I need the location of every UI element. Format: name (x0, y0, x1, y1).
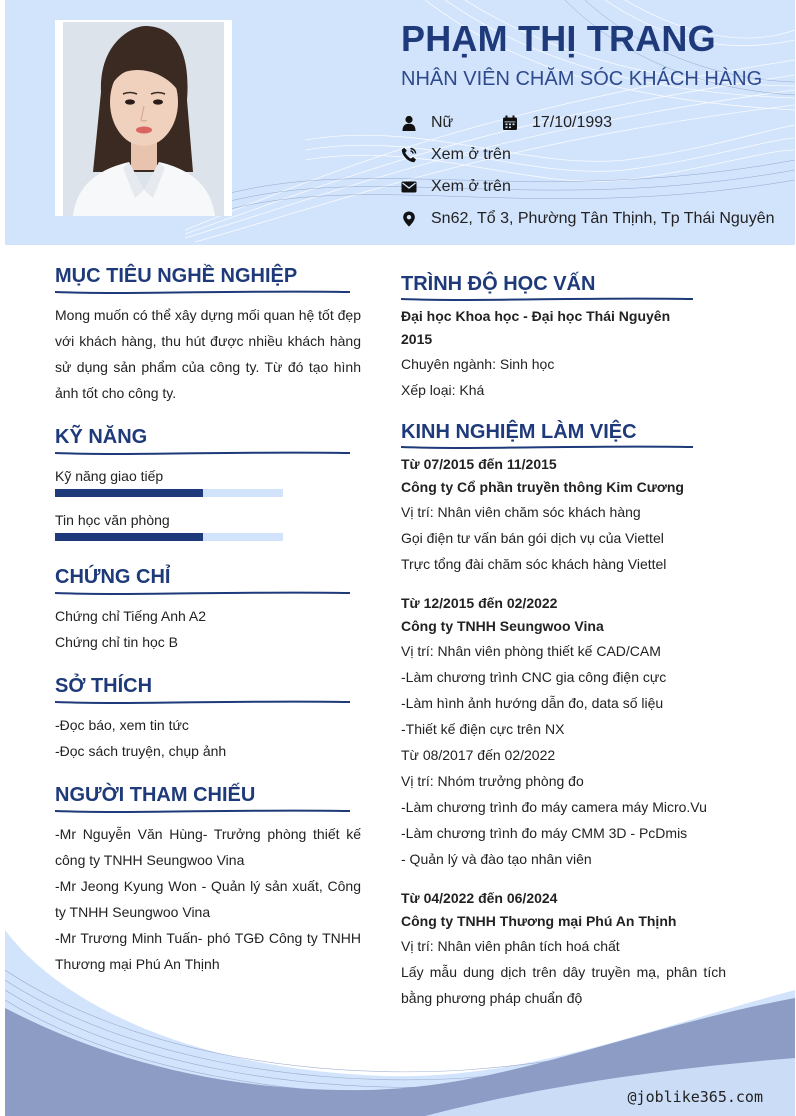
reference-item: -Mr Nguyễn Văn Hùng- Trưởng phòng thiết kế công ty TNHH Seungwoo Vina (55, 826, 361, 868)
gender-value: Nữ (431, 114, 454, 131)
phone-value: Xem ở trên (431, 146, 511, 163)
education-year: 2015 (401, 331, 433, 347)
certificate-item: Chứng chỉ Tiếng Anh A2 (55, 608, 207, 624)
job-line: -Làm hình ảnh hướng dẫn đo, data số liệu (401, 695, 664, 711)
job-period: Từ 12/2015 đến 02/2022 (401, 595, 558, 611)
job-line: Vị trí: Nhân viên phân tích hoá chất (401, 938, 620, 954)
education-school: Đại học Khoa học - Đại học Thái Nguyên (401, 308, 671, 324)
user-icon (401, 115, 417, 131)
job-line: Vị trí: Nhân viên phòng thiết kế CAD/CAM (401, 643, 661, 659)
job-period: Từ 07/2015 đến 11/2015 (401, 456, 557, 472)
experience-title: KINH NGHIỆM LÀM VIỆC (401, 421, 637, 443)
certificates-underline (55, 589, 350, 597)
job-line: Trực tổng đài chăm sóc khách hàng Viettel (401, 556, 667, 572)
certificate-item: Chứng chỉ tin học B (55, 634, 178, 650)
experience-underline (401, 443, 693, 451)
job-line: -Làm chương trình đo máy camera máy Micro.Vu (401, 799, 707, 815)
email-value: Xem ở trên (431, 178, 511, 195)
profile-photo-frame (55, 20, 232, 216)
job-line: Vị trí: Nhóm trưởng phòng đo (401, 773, 584, 789)
job-line: - Quản lý và đào tạo nhân viên (401, 851, 592, 867)
objective-title: MỤC TIÊU NGHỀ NGHIỆP (55, 265, 298, 287)
phone-row (401, 144, 511, 166)
skill-label: Tin học văn phòng (55, 512, 170, 528)
birthday-value: 17/10/1993 (532, 114, 613, 131)
job-period: Từ 04/2022 đến 06/2024 (401, 890, 558, 906)
mail-icon (401, 179, 417, 195)
cv-page (5, 0, 795, 1116)
objective-text: Mong muốn có thể xây dựng mối quan hệ tốt đẹp với khách hàng, thu hút được nhiều khách hàng sử dụng sản phẩm của công ty. Từ đó tạo hình ảnh tốt cho công ty. (55, 307, 361, 401)
address-row (401, 208, 775, 230)
hobbies-title: SỞ THÍCH (55, 675, 153, 697)
education-underline (401, 295, 693, 303)
hobby-item: -Đọc báo, xem tin tức (55, 717, 189, 733)
skills-title: KỸ NĂNG (55, 426, 148, 448)
skill-bar (55, 533, 283, 541)
job-line: -Làm chương trình CNC gia công điện cực (401, 669, 667, 685)
job-company: Công ty Cổ phần truyền thông Kim Cương (401, 479, 684, 495)
job-line: -Thiết kế điện cực trên NX (401, 721, 565, 737)
job-company: Công ty TNHH Seungwoo Vina (401, 618, 604, 634)
references-underline (55, 807, 350, 815)
reference-item: -Mr Jeong Kyung Won - Quản lý sản xuất, Công ty TNHH Seungwoo Vina (55, 878, 361, 920)
job-company: Công ty TNHH Thương mại Phú An Thịnh (401, 913, 677, 929)
address-value: Sn62, Tổ 3, Phường Tân Thịnh, Tp Thái Nguyên (431, 210, 775, 227)
skill-bar-fill (55, 489, 203, 497)
education-title: TRÌNH ĐỘ HỌC VẤN (401, 273, 596, 295)
job-title: NHÂN VIÊN CHĂM SÓC KHÁCH HÀNG (401, 68, 763, 90)
reference-item: -Mr Trương Minh Tuấn- phó TGĐ Công ty TNHH Thương mại Phú An Thịnh (55, 930, 361, 972)
full-name: PHẠM THỊ TRANG (401, 18, 716, 59)
certificates-title: CHỨNG CHỈ (55, 566, 171, 588)
email-row (401, 176, 511, 198)
gender-row (401, 112, 453, 134)
calendar-icon (502, 115, 518, 131)
job-line: Vị trí: Nhân viên chăm sóc khách hàng (401, 504, 641, 520)
job-line: Lấy mẫu dung dịch trên dây truyền mạ, phân tích bằng phương pháp chuẩn độ (401, 964, 726, 1006)
skill-bar (55, 489, 283, 497)
skill-bar-fill (55, 533, 203, 541)
skill-label: Kỹ năng giao tiếp (55, 468, 164, 484)
phone-icon (401, 147, 417, 163)
hobbies-underline (55, 698, 350, 706)
skills-underline (55, 449, 350, 457)
job-line: Từ 08/2017 đến 02/2022 (401, 747, 556, 763)
job-line: Gọi điện tư vấn bán gói dịch vụ của Viettel (401, 530, 664, 546)
job-line: -Làm chương trình đo máy CMM 3D - PcDmis (401, 825, 688, 841)
education-rank: Xếp loại: Khá (401, 382, 485, 398)
header (5, 0, 795, 245)
watermark-text: @joblike365.com (627, 1088, 763, 1106)
education-major: Chuyên ngành: Sinh học (401, 356, 555, 372)
hobby-item: -Đọc sách truyện, chụp ảnh (55, 743, 227, 759)
location-pin-icon (401, 211, 417, 227)
objective-underline (55, 288, 350, 296)
birthday-row (502, 112, 612, 134)
profile-photo (63, 22, 224, 216)
references-title: NGƯỜI THAM CHIẾU (55, 784, 256, 806)
